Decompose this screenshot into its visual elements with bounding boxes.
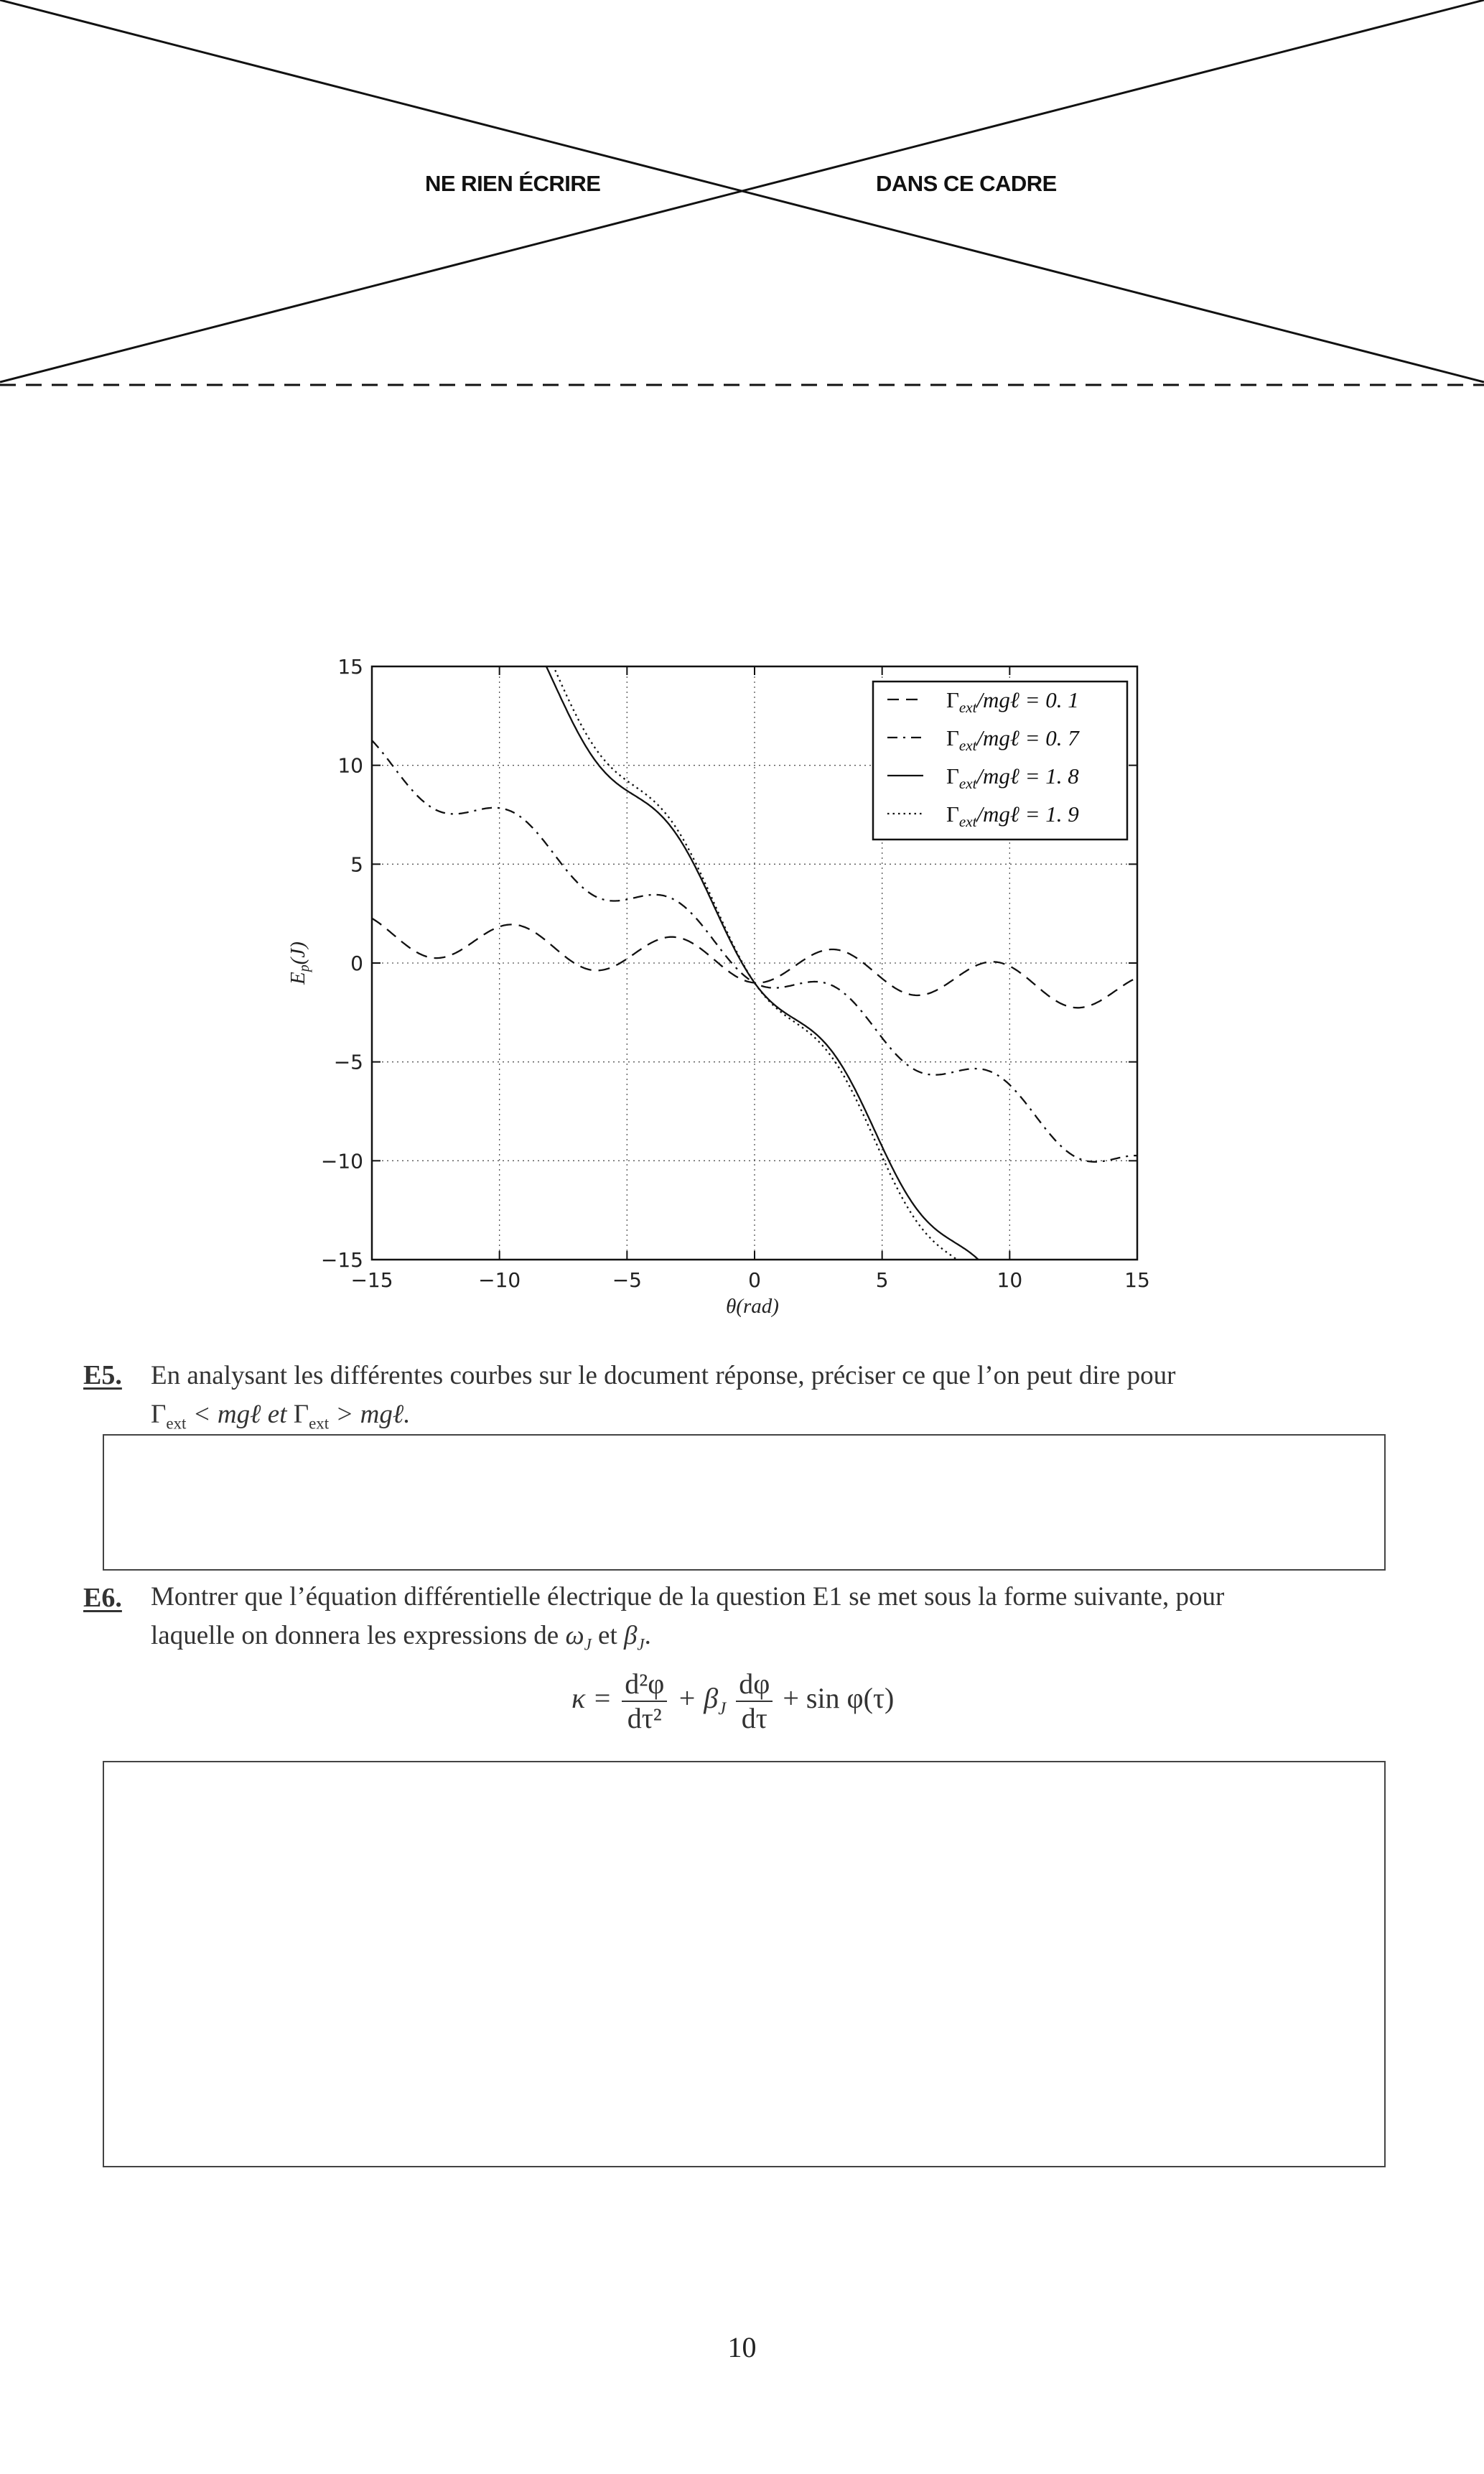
question-text-e5 bbox=[151, 1357, 1335, 1443]
x-tick-label: −10 bbox=[478, 1268, 521, 1292]
answer-box-e5[interactable] bbox=[103, 1434, 1386, 1571]
y-axis-label: $E_p(J)$ bbox=[286, 941, 312, 985]
y-tick-label: −15 bbox=[320, 1248, 363, 1272]
legend-label: $\Gamma_{ext}$/mgℓ = 1. 9 bbox=[946, 801, 1079, 830]
chart-legend bbox=[873, 682, 1127, 840]
no-write-label-left: NE RIEN ÉCRIRE bbox=[425, 171, 601, 196]
x-axis-label: θ(rad) bbox=[726, 1295, 779, 1318]
x-tick-label: 5 bbox=[875, 1268, 889, 1292]
question-e5-line1: En analysant les différentes courbes sur le document réponse, préciser ce que l’on peut dire pour bbox=[151, 1361, 1176, 1390]
page-number: 10 bbox=[727, 2331, 757, 2363]
x-tick-label: 10 bbox=[997, 1268, 1023, 1292]
y-tick-label: 0 bbox=[350, 952, 363, 975]
answer-box-e6[interactable] bbox=[103, 1761, 1386, 2167]
x-tick-label: 15 bbox=[1124, 1268, 1150, 1292]
question-e6-line2: laquelle on donnera les expressions de $\omega_J$ et $\beta_J$. bbox=[151, 1621, 651, 1654]
question-e5-line2: $\Gamma_{ext}$ < mgℓ et $\Gamma_{ext}$ > mgℓ. bbox=[151, 1400, 411, 1433]
y-tick-label: −10 bbox=[320, 1149, 363, 1173]
question-text-e6 bbox=[151, 1578, 1335, 1664]
legend-label: $\Gamma_{ext}$/mgℓ = 0. 1 bbox=[946, 687, 1079, 716]
question-label-e6: E6. bbox=[83, 1583, 122, 1613]
question-label-e5: E5. bbox=[83, 1360, 122, 1390]
y-tick-label: 5 bbox=[350, 852, 363, 877]
x-tick-label: −15 bbox=[350, 1268, 393, 1292]
legend-label: $\Gamma_{ext}$/mgℓ = 1. 8 bbox=[946, 763, 1079, 792]
legend-label: $\Gamma_{ext}$/mgℓ = 0. 7 bbox=[946, 725, 1079, 754]
y-tick-label: −5 bbox=[333, 1050, 363, 1074]
first-derivative-fraction: $\frac{d\varphi}{d\tau}$ bbox=[736, 1668, 773, 1735]
y-tick-label: 15 bbox=[337, 655, 363, 679]
differential-equation: κ = $\frac{\text{d²φ}}{\text{dτ²}}$ + $\beta_J$ $\frac{d\varphi}{d\tau}$ + sin φ(τ) bbox=[571, 1668, 895, 1734]
second-derivative-fraction: $\frac{\text{d²φ}}{\text{dτ²}}$ bbox=[622, 1668, 667, 1735]
no-write-label-right: DANS CE CADRE bbox=[876, 171, 1057, 196]
y-tick-label: 10 bbox=[337, 753, 363, 778]
series-line-dotted bbox=[372, 384, 1137, 1364]
question-e6-line1: Montrer que l’équation différentielle électrique de la question E1 se met sous la forme suivante, pour bbox=[151, 1582, 1225, 1612]
chart-curves bbox=[372, 384, 1137, 1364]
x-tick-label: −5 bbox=[612, 1268, 642, 1292]
series-line-solid bbox=[372, 414, 1137, 1364]
x-tick-label: 0 bbox=[748, 1268, 761, 1292]
